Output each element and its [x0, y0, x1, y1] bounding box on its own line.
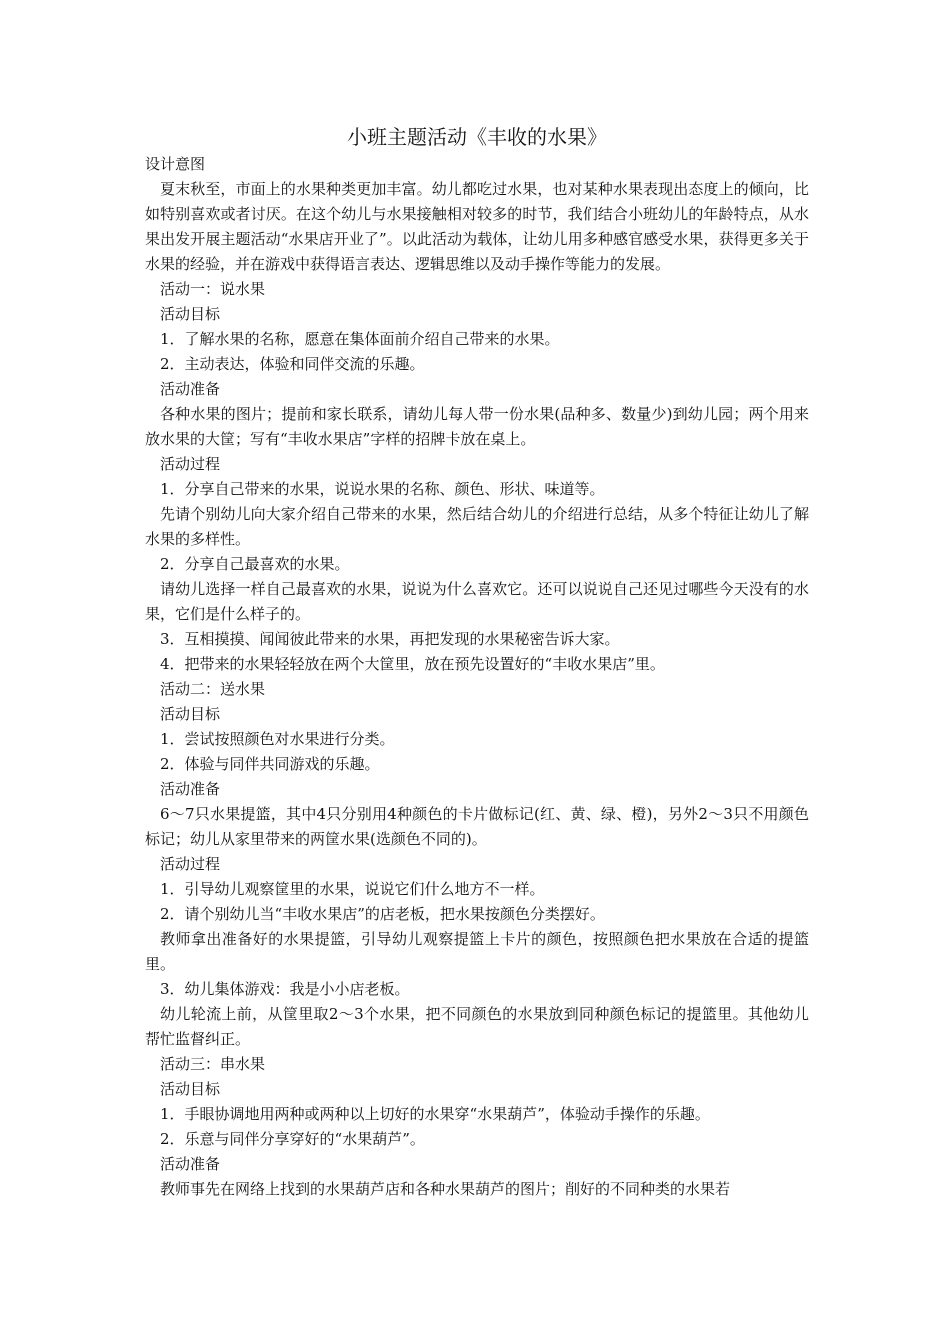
document-page — [145, 122, 809, 1202]
paragraph: 活动过程 — [160, 455, 221, 473]
paragraph: 请幼儿选择一样自己最喜欢的水果，说说为什么喜欢它。还可以说说自己还见过哪些今天没有的水果，它们是什么样子的。 — [145, 580, 809, 623]
paragraph: 2．主动表达，体验和同伴交流的乐趣。 — [160, 355, 425, 373]
paragraph: 4．把带来的水果轻轻放在两个大筐里，放在预先设置好的“丰收水果店”里。 — [160, 655, 665, 673]
paragraph: 活动二：送水果 — [160, 680, 266, 698]
paragraph: 各种水果的图片；提前和家长联系，请幼儿每人带一份水果(品种多、数量少)到幼儿园；两个用来放水果的大筐；写有“丰收水果店”字样的招牌卡放在桌上。 — [145, 405, 809, 448]
paragraph: 先请个别幼儿向大家介绍自己带来的水果，然后结合幼儿的介绍进行总结，从多个特征让幼儿了解水果的多样性。 — [145, 505, 809, 548]
paragraph: 活动过程 — [160, 855, 221, 873]
document-title: 小班主题活动《丰收的水果》 — [347, 125, 607, 149]
paragraph: 活动一：说水果 — [160, 280, 266, 298]
paragraph: 1．尝试按照颜色对水果进行分类。 — [160, 730, 395, 748]
paragraph: 2．乐意与同伴分享穿好的“水果葫芦”。 — [160, 1130, 425, 1148]
paragraph: 幼儿轮流上前，从筐里取2～3个水果，把不同颜色的水果放到同种颜色标记的提篮里。其他幼儿帮忙监督纠正。 — [145, 1005, 809, 1048]
paragraph: 教师拿出准备好的水果提篮，引导幼儿观察提篮上卡片的颜色，按照颜色把水果放在合适的提篮里。 — [145, 930, 809, 973]
paragraph: 3．幼儿集体游戏：我是小小店老板。 — [160, 980, 410, 998]
paragraph: 1．了解水果的名称，愿意在集体面前介绍自己带来的水果。 — [160, 330, 560, 348]
paragraph: 活动准备 — [160, 380, 221, 398]
paragraph: 设计意图 — [145, 155, 206, 173]
paragraph: 活动三：串水果 — [160, 1055, 266, 1073]
paragraph: 活动目标 — [160, 1080, 221, 1098]
paragraph: 1．引导幼儿观察筐里的水果，说说它们什么地方不一样。 — [160, 880, 545, 898]
paragraph: 活动准备 — [160, 780, 221, 798]
paragraph: 3．互相摸摸、闻闻彼此带来的水果，再把发现的水果秘密告诉大家。 — [160, 630, 620, 648]
paragraph: 教师事先在网络上找到的水果葫芦店和各种水果葫芦的图片；削好的不同种类的水果若 — [160, 1180, 731, 1198]
paragraph: 夏末秋至，市面上的水果种类更加丰富。幼儿都吃过水果，也对某种水果表现出态度上的倾向，比如特别喜欢或者讨厌。在这个幼儿与水果接触相对较多的时节，我们结合小班幼儿的年龄特点，从水果出发开展主题活动“水果店开业了”。以此活动为载体，让幼儿用多种感官感受水果，获得更多关于水果的经验，并在游戏中获得语言表达、逻辑思维以及动手操作等能力的发展。 — [145, 180, 809, 273]
paragraph: 活动准备 — [160, 1155, 221, 1173]
document-body — [145, 152, 809, 1202]
paragraph: 6～7只水果提篮，其中4只分别用4种颜色的卡片做标记(红、黄、绿、橙)，另外2～3只不用颜色标记；幼儿从家里带来的两筐水果(选颜色不同的)。 — [145, 805, 809, 848]
paragraph: 1．分享自己带来的水果，说说水果的名称、颜色、形状、味道等。 — [160, 480, 605, 498]
paragraph: 2．分享自己最喜欢的水果。 — [160, 555, 350, 573]
paragraph: 2．体验与同伴共同游戏的乐趣。 — [160, 755, 380, 773]
paragraph: 活动目标 — [160, 305, 221, 323]
paragraph: 活动目标 — [160, 705, 221, 723]
paragraph: 1．手眼协调地用两种或两种以上切好的水果穿“水果葫芦”，体验动手操作的乐趣。 — [160, 1105, 710, 1123]
paragraph: 2．请个别幼儿当“丰收水果店”的店老板，把水果按颜色分类摆好。 — [160, 905, 605, 923]
